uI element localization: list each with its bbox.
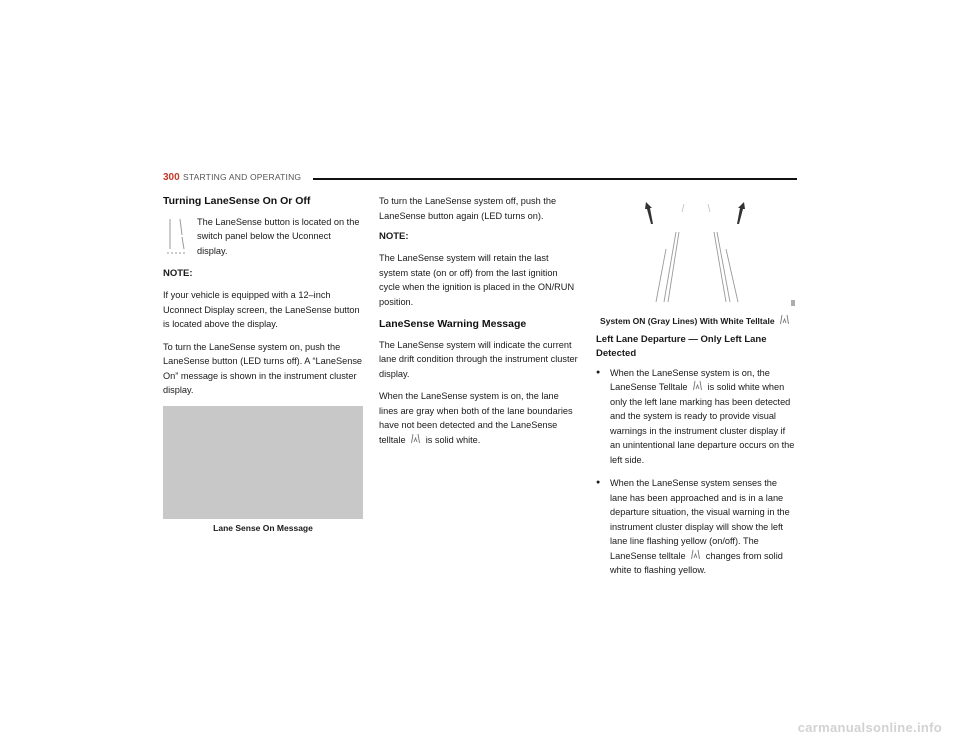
warning-paragraph-1: The LaneSense system will indicate the current lane drift condition through the instrument cluster display. <box>379 339 578 379</box>
left-arrow-icon <box>645 202 653 224</box>
intro-text: The LaneSense button is located on the switch panel below the Uconnect display. <box>197 216 360 256</box>
watermark: carmanualsonline.info <box>797 720 942 735</box>
warning-message-heading: LaneSense Warning Message <box>379 318 527 330</box>
header-rule <box>313 178 797 180</box>
intro-row <box>163 215 363 259</box>
warning-paragraph-2: When the LaneSense system is on, the lane lines are gray when both of the lane boundaries have not been detected and the LaneSense telltale is solid white. <box>379 391 573 445</box>
left-lane-departure-subheading: Left Lane Departure — Only Left Lane Detected <box>596 333 767 359</box>
lanesense-off-paragraph: To turn the LaneSense system off, push the LaneSense button again (LED turns on). <box>379 196 557 221</box>
section-title: STARTING AND OPERATING <box>183 172 302 182</box>
figure-caption: System ON (Gray Lines) With White Telltale <box>596 314 796 329</box>
note-text: The LaneSense system will retain the last system state (on or off) from the last ignition cycle when the ignition is placed in the ON/RUN position. <box>379 253 575 307</box>
lanesense-on-paragraph: To turn the LaneSense system on, push the LaneSense button (LED turns off). A “LaneSense On” message is shown in the instrument cluster display. <box>163 341 363 395</box>
right-column <box>596 194 796 587</box>
lanesense-telltale-icon <box>692 380 703 391</box>
system-on-figure <box>596 194 796 312</box>
lanesense-button-icon <box>163 215 189 255</box>
lanesense-telltale-icon <box>779 314 790 325</box>
page-number: 300 <box>163 172 180 183</box>
list-item: ● When the LaneSense system is on, the LaneSense Telltale is solid white when only the left lane marking has been detected and the system is ready to provide visual warnings in the instrument cluster display if an unintentional lane departure occurs on the left side. <box>596 366 796 468</box>
lanesense-on-message-image <box>163 406 363 519</box>
page-header <box>163 172 797 186</box>
departure-bullet-list <box>596 366 796 578</box>
lanesense-telltale-icon <box>690 549 701 560</box>
left-column <box>163 194 363 535</box>
right-arrow-icon <box>737 202 745 224</box>
lane-lines-graphic <box>596 194 796 312</box>
middle-column <box>379 194 579 455</box>
lanesense-telltale-icon <box>410 433 421 444</box>
image-caption: Lane Sense On Message <box>213 522 313 533</box>
left-heading: Turning LaneSense On Or Off <box>163 195 311 207</box>
list-item: ● When the LaneSense system senses the lane has been approached and is in a lane departure situation, the visual warning in the instrument cluster display will show the left lane line flashing yellow (on/off). The LaneSense telltale changes from solid white to flashing yellow. <box>596 476 796 578</box>
note-label: NOTE: <box>379 231 409 242</box>
note-text: If your vehicle is equipped with a 12–inch Uconnect Display screen, the LaneSense button is located above the display. <box>163 290 360 329</box>
note-label: NOTE: <box>163 268 193 279</box>
